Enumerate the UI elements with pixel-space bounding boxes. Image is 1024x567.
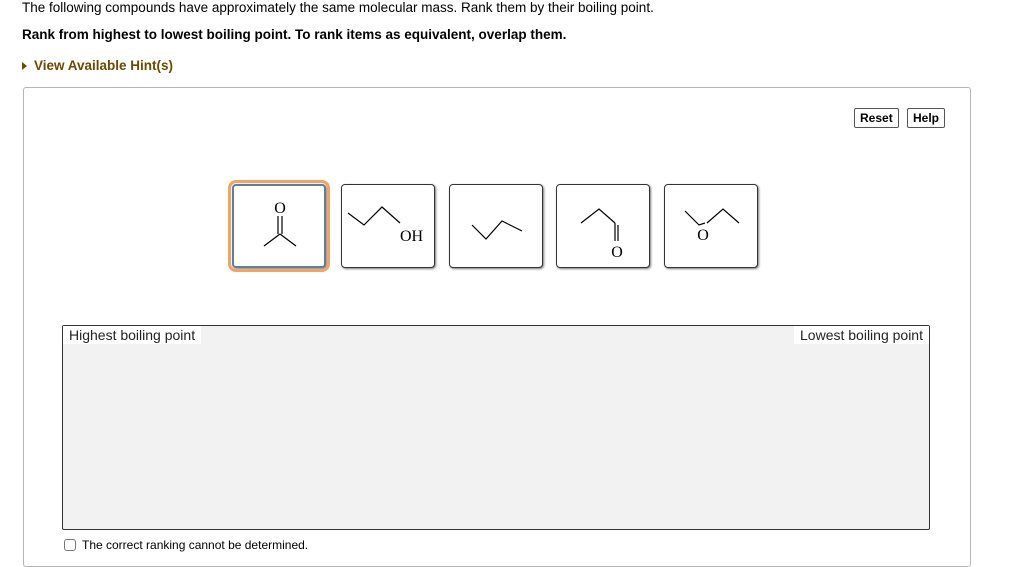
compound-tile-acetone[interactable] [232,184,326,268]
compound-tile-propanal[interactable] [556,184,650,268]
propanal-structure [557,185,651,269]
acetone-structure [234,186,328,270]
instruction-text: Rank from highest to lowest boiling point. To rank items as equivalent, overlap them. [22,27,567,42]
question-text: The following compounds have approximately the same molecular mass. Rank them by their boiling point. [22,0,654,15]
hydroxyl-label: OH [400,228,424,245]
oxygen-atom-label: O [611,244,623,261]
lowest-boiling-label: Lowest boiling point [794,326,929,344]
oxygen-atom-label: O [274,200,286,217]
butane-structure [450,185,544,269]
compound-tile-propanol[interactable] [341,184,435,268]
ranking-drop-area[interactable] [62,325,930,530]
cannot-determine-label: The correct ranking cannot be determined. [82,538,309,552]
compound-tile-methoxyethane[interactable] [664,184,758,268]
cannot-determine-option[interactable] [64,538,308,552]
ranking-panel [23,87,971,567]
reset-button[interactable]: Reset [854,108,899,128]
view-hints-link[interactable] [22,58,173,73]
propanol-structure [342,185,436,269]
help-button[interactable]: Help [907,108,945,128]
expand-triangle-icon [22,62,27,70]
compound-tile-butane[interactable] [449,184,543,268]
methoxyethane-structure [665,185,759,269]
highest-boiling-label: Highest boiling point [63,326,201,344]
oxygen-atom-label: O [697,227,709,244]
view-hints-label: View Available Hint(s) [34,58,174,73]
cannot-determine-checkbox[interactable] [64,539,76,551]
